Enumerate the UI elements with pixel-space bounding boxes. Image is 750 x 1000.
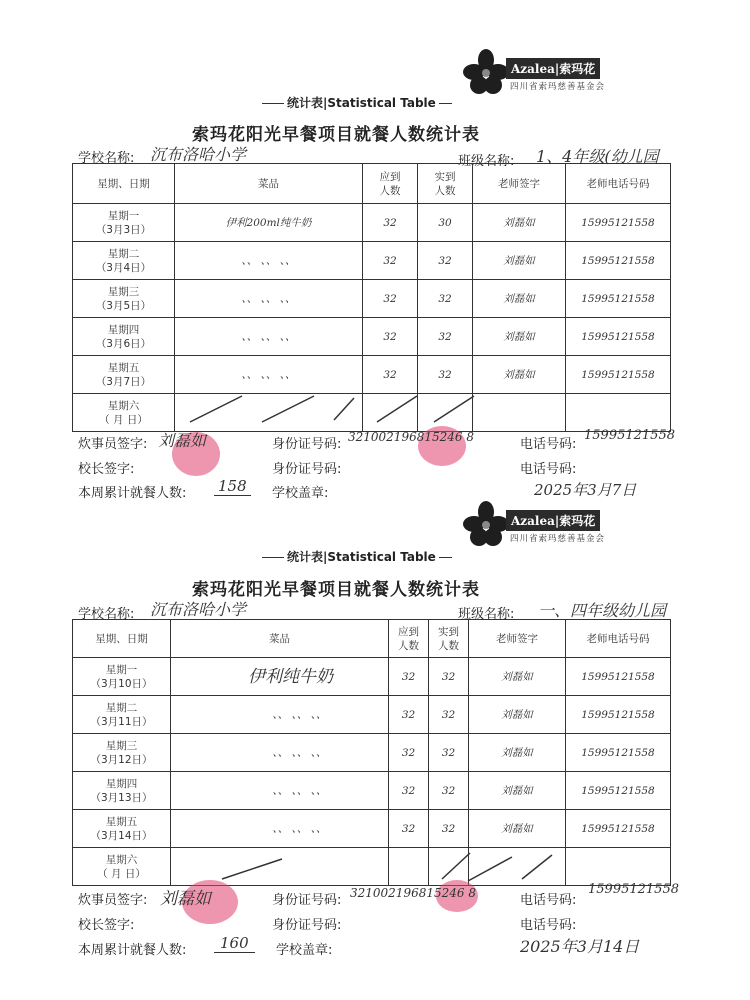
weekday: 星期三: [107, 285, 140, 298]
date: （3月5日）: [95, 299, 152, 312]
expected-count: 32: [363, 204, 418, 242]
principal-label: 校长签字:: [78, 462, 135, 477]
header-day: 星期、日期: [73, 620, 171, 658]
expected-count: 32: [363, 242, 418, 280]
date: （ 月 日）: [99, 413, 148, 426]
table-row: [73, 696, 671, 734]
phone-number: 15995121558: [588, 882, 679, 897]
dish: 、、 、、 、、: [171, 810, 389, 848]
actual-count: 32: [418, 356, 473, 394]
actual-count: 30: [418, 204, 473, 242]
dish: 、、 、、 、、: [171, 734, 389, 772]
weekday: 星期五: [107, 361, 140, 374]
date: （3月3日）: [95, 223, 152, 236]
teacher-phone: 15995121558: [566, 280, 671, 318]
weekly-total-label: 本周累计就餐人数:: [78, 943, 187, 958]
class-value: 1、4年级(幼儿园: [536, 147, 659, 166]
form-title: 索玛花阳光早餐项目就餐人数统计表: [192, 580, 480, 600]
seal-label: 学校盖章:: [276, 943, 333, 958]
school-label: 学校名称:: [78, 151, 135, 166]
date: （3月12日）: [90, 753, 153, 766]
saturday-strikeout: [72, 845, 672, 885]
teacher-phone: 15995121558: [566, 204, 671, 242]
school-value: 沉布洛哈小学: [150, 600, 247, 619]
table-row: [73, 810, 671, 848]
expected-count: 32: [389, 734, 429, 772]
header-actual: 实到 人数: [418, 164, 473, 204]
foundation-name: 四川省索玛慈善基金会: [510, 534, 606, 544]
phone-number: 15995121558: [584, 428, 675, 443]
table-header-row: [73, 164, 671, 204]
foundation-name: 四川省索玛慈善基金会: [510, 82, 606, 92]
teacher-signature: 刘磊如: [473, 318, 566, 356]
teacher-signature: 刘磊如: [473, 242, 566, 280]
teacher-phone: 15995121558: [566, 810, 671, 848]
teacher-signature: 刘磊如: [473, 280, 566, 318]
expected-count: 32: [389, 810, 429, 848]
phone-label: 电话号码:: [520, 462, 577, 477]
cook-label: 炊事员签字:: [78, 437, 148, 452]
seal-label: 学校盖章:: [272, 486, 329, 501]
teacher-signature: 刘磊如: [473, 356, 566, 394]
dish: 伊利200ml纯牛奶: [175, 204, 363, 242]
id-number: 321002196815246 8: [348, 430, 474, 444]
teacher-phone: 15995121558: [566, 242, 671, 280]
date: （3月11日）: [90, 715, 153, 728]
header-dish: 菜品: [175, 164, 363, 204]
weekday: 星期一: [107, 209, 140, 222]
weekly-total-label: 本周累计就餐人数:: [78, 486, 187, 501]
actual-count: 32: [418, 280, 473, 318]
form-date: 2025年3月14日: [520, 937, 640, 956]
actual-count: 32: [429, 772, 469, 810]
form-date: 2025年3月7日: [534, 481, 637, 499]
weekday: 星期二: [107, 247, 140, 260]
table-row: [73, 280, 671, 318]
actual-count: 32: [429, 658, 469, 696]
header-expected: 应到 人数: [363, 164, 418, 204]
header-teacher: 老师签字: [469, 620, 566, 658]
table-row: [73, 772, 671, 810]
form-tag: 统计表|Statistical Table: [284, 94, 439, 111]
actual-count: 32: [418, 242, 473, 280]
phone-label: 电话号码:: [520, 437, 577, 452]
weekday: 星期四: [105, 777, 138, 790]
dish: 、、 、、 、、: [175, 242, 363, 280]
form-title: 索玛花阳光早餐项目就餐人数统计表: [192, 125, 480, 145]
date: （ 月 日）: [97, 867, 146, 880]
teacher-signature: 刘磊如: [469, 734, 566, 772]
header-expected: 应到 人数: [389, 620, 429, 658]
dish: 、、 、、 、、: [175, 318, 363, 356]
table-row: [73, 318, 671, 356]
date: （3月6日）: [95, 337, 152, 350]
teacher-phone: 15995121558: [566, 658, 671, 696]
header-phone: 老师电话号码: [566, 620, 671, 658]
weekly-total-value: 160: [214, 934, 255, 953]
header-phone: 老师电话号码: [566, 164, 671, 204]
teacher-signature: 刘磊如: [469, 696, 566, 734]
table-row: [73, 204, 671, 242]
table-row: [73, 658, 671, 696]
saturday-strikeout: [72, 390, 672, 430]
phone-label: 电话号码:: [520, 918, 577, 933]
cook-signature: 刘磊如: [160, 889, 211, 909]
expected-count: 32: [389, 772, 429, 810]
weekday: 星期一: [105, 663, 138, 676]
weekday: 星期六: [105, 853, 138, 866]
weekday: 星期二: [105, 701, 138, 714]
foundation-logo: [462, 500, 662, 550]
school-value: 沉布洛哈小学: [150, 145, 247, 164]
dish: 、、 、、 、、: [171, 696, 389, 734]
class-label: 班级名称:: [458, 154, 515, 169]
teacher-phone: 15995121558: [566, 318, 671, 356]
teacher-phone: 15995121558: [566, 734, 671, 772]
teacher-signature: 刘磊如: [473, 204, 566, 242]
weekday: 星期三: [105, 739, 138, 752]
weekday: 星期六: [107, 399, 140, 412]
principal-label: 校长签字:: [78, 918, 135, 933]
header-dish: 菜品: [171, 620, 389, 658]
date: （3月7日）: [95, 375, 152, 388]
teacher-phone: 15995121558: [566, 696, 671, 734]
expected-count: 32: [363, 356, 418, 394]
id-label: 身份证号码:: [272, 462, 342, 477]
weekday: 星期五: [105, 815, 138, 828]
teacher-signature: 刘磊如: [469, 658, 566, 696]
table-row: [73, 356, 671, 394]
date: （3月14日）: [90, 829, 153, 842]
date: （3月4日）: [95, 261, 152, 274]
brand-name: Azalea|索玛花: [506, 58, 600, 79]
azalea-flower-icon: [462, 48, 510, 96]
weekly-total-value: 158: [214, 477, 251, 496]
dish: 、、 、、 、、: [171, 772, 389, 810]
dish: 伊利纯牛奶: [171, 658, 389, 696]
dish: 、、 、、 、、: [175, 356, 363, 394]
class-value: 一、四年级幼儿园: [538, 601, 667, 620]
expected-count: 32: [363, 318, 418, 356]
table-row: [73, 242, 671, 280]
id-label: 身份证号码:: [272, 893, 342, 908]
form-tag: 统计表|Statistical Table: [284, 548, 439, 565]
weekday: 星期四: [107, 323, 140, 336]
expected-count: 32: [389, 696, 429, 734]
teacher-phone: 15995121558: [566, 772, 671, 810]
id-label: 身份证号码:: [272, 437, 342, 452]
header-teacher: 老师签字: [473, 164, 566, 204]
azalea-flower-icon: [462, 500, 510, 548]
actual-count: 32: [429, 810, 469, 848]
phone-label: 电话号码:: [520, 893, 577, 908]
actual-count: 32: [429, 696, 469, 734]
date: （3月10日）: [90, 677, 153, 690]
class-label: 班级名称:: [458, 607, 515, 622]
expected-count: 32: [363, 280, 418, 318]
table-row: [73, 734, 671, 772]
foundation-logo: [462, 48, 662, 98]
expected-count: 32: [389, 658, 429, 696]
teacher-signature: 刘磊如: [469, 772, 566, 810]
teacher-phone: 15995121558: [566, 356, 671, 394]
id-label: 身份证号码:: [272, 918, 342, 933]
cook-label: 炊事员签字:: [78, 893, 148, 908]
table-header-row: [73, 620, 671, 658]
brand-name: Azalea|索玛花: [506, 510, 600, 531]
actual-count: 32: [418, 318, 473, 356]
actual-count: 32: [429, 734, 469, 772]
header-day: 星期、日期: [73, 164, 175, 204]
date: （3月13日）: [90, 791, 153, 804]
school-label: 学校名称:: [78, 607, 135, 622]
dish: 、、 、、 、、: [175, 280, 363, 318]
id-number: 321002196815246 8: [350, 886, 476, 900]
header-actual: 实到 人数: [429, 620, 469, 658]
cook-signature: 刘磊如: [158, 431, 207, 450]
teacher-signature: 刘磊如: [469, 810, 566, 848]
